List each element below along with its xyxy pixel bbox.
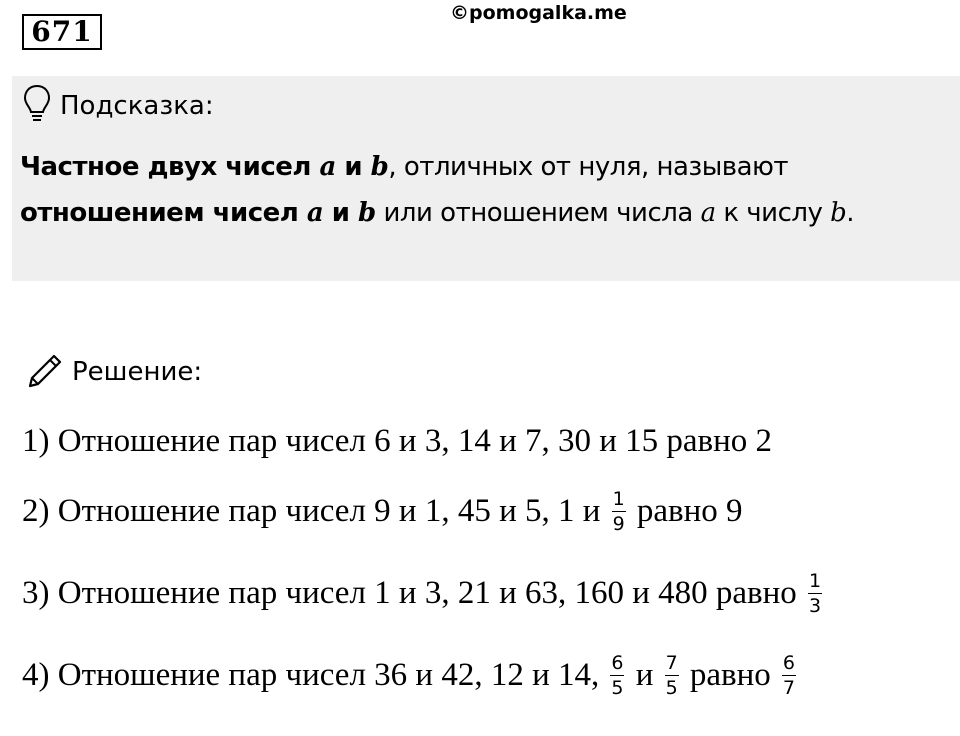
var-a: a — [319, 152, 336, 182]
fraction-denominator: 3 — [808, 594, 822, 617]
fraction — [782, 653, 796, 698]
solution-text: 1) Отношение пар чисел 6 и 3, 14 и 7, 30 и 15 равно 2 — [22, 422, 773, 459]
hint-line-2 — [20, 198, 854, 228]
hint-line-1 — [20, 152, 788, 182]
hint-header — [22, 84, 214, 128]
solution-line-2 — [22, 486, 743, 536]
solution-text: 4) Отношение пар чисел 36 и 42, 12 и 14, — [22, 656, 600, 693]
watermark: ©pomogalka.me — [450, 2, 627, 24]
var-b: b — [358, 198, 376, 228]
solution-header — [24, 348, 202, 396]
solution-text: 2) Отношение пар чисел 9 и 1, 45 и 5, 1 и — [22, 492, 601, 529]
hint-term: Частное двух чисел — [20, 152, 320, 182]
fraction-denominator: 7 — [782, 676, 796, 699]
fraction-denominator: 5 — [665, 676, 678, 699]
fraction-numerator: 1 — [808, 569, 822, 592]
hint-term: отношением чисел — [20, 198, 307, 228]
fraction — [610, 653, 624, 698]
solution-text: 3) Отношение пар чисел 1 и 3, 21 и 63, 160 и 480 равно — [22, 574, 797, 611]
fraction-denominator: 5 — [611, 676, 624, 699]
fraction-numerator: 6 — [782, 651, 796, 674]
var-a: a — [700, 198, 716, 228]
solution-line-3 — [22, 566, 824, 620]
hint-text: к числу — [715, 198, 831, 228]
solution-line-4 — [22, 648, 798, 702]
problem-number: 671 — [22, 14, 102, 50]
fraction — [808, 571, 822, 616]
fraction — [665, 653, 679, 698]
var-b: b — [830, 198, 847, 228]
fraction-numerator: 6 — [611, 651, 624, 674]
hint-text: . — [846, 198, 855, 228]
solution-title: Решение: — [72, 357, 203, 387]
hint-title: Подсказка: — [60, 91, 214, 121]
hint-text: , отличных от нуля, называют — [388, 152, 789, 182]
solution-text: и — [635, 656, 654, 693]
var-a: a — [306, 198, 324, 228]
solution-text: равно — [689, 656, 771, 693]
hint-text: или отношением числа — [375, 198, 701, 228]
hint-and: и — [323, 198, 359, 228]
solution-text: равно 9 — [636, 492, 743, 529]
lightbulb-icon — [22, 83, 52, 130]
fraction — [612, 489, 626, 534]
solution-line-1 — [22, 420, 772, 462]
fraction-numerator: 1 — [612, 487, 625, 510]
pencil-icon — [24, 348, 66, 397]
var-b: b — [370, 152, 389, 182]
fraction-numerator: 7 — [665, 651, 678, 674]
fraction-denominator: 9 — [612, 512, 625, 535]
hint-and: и — [335, 152, 371, 182]
